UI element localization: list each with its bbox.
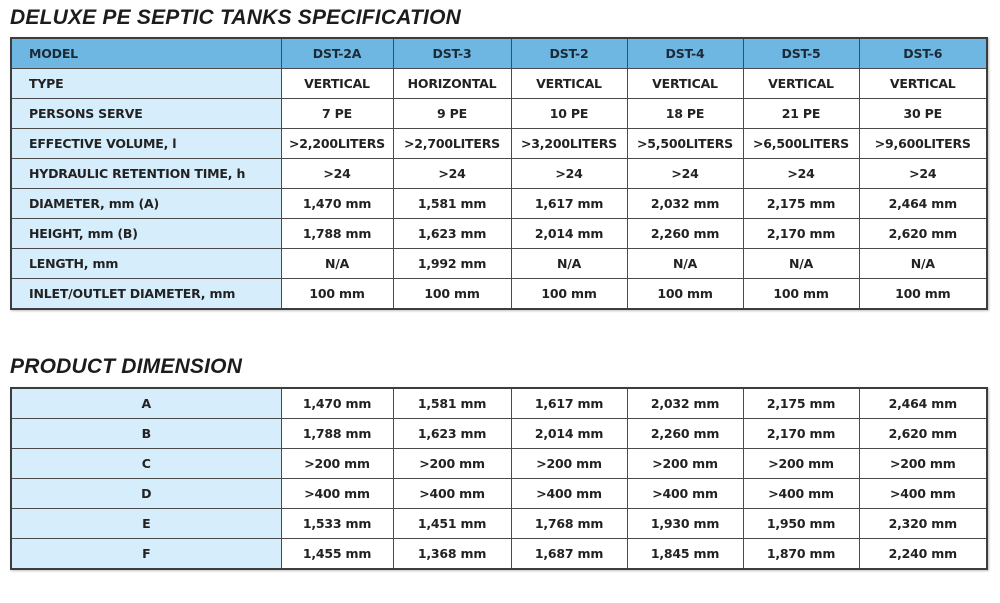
row-value: >9,600LITERS (859, 129, 987, 159)
row-value: 9 PE (393, 99, 511, 129)
specification-table (10, 37, 988, 310)
table-row (11, 219, 987, 249)
row-value: >3,200LITERS (511, 129, 627, 159)
row-value: 2,175 mm (743, 189, 859, 219)
table-row (11, 539, 987, 570)
model-header: DST-4 (627, 38, 743, 69)
dimension-value: >200 mm (859, 449, 987, 479)
dimension-value: 1,451 mm (393, 509, 511, 539)
dimension-title: PRODUCT DIMENSION (10, 355, 243, 378)
table-row (11, 189, 987, 219)
dimension-value: 1,930 mm (627, 509, 743, 539)
dimension-value: 1,768 mm (511, 509, 627, 539)
dimension-value: >400 mm (627, 479, 743, 509)
row-value: 1,617 mm (511, 189, 627, 219)
dimension-value: 1,687 mm (511, 539, 627, 570)
model-header: DST-5 (743, 38, 859, 69)
row-value: VERTICAL (859, 69, 987, 99)
row-label: INLET/OUTLET DIAMETER, mm (11, 279, 281, 310)
dimension-label: C (11, 449, 281, 479)
dimension-value: 2,620 mm (859, 419, 987, 449)
dimension-value: >400 mm (281, 479, 393, 509)
row-value: 1,992 mm (393, 249, 511, 279)
row-value: VERTICAL (627, 69, 743, 99)
table-row (11, 279, 987, 310)
dimension-value: 1,623 mm (393, 419, 511, 449)
dimension-value: >400 mm (393, 479, 511, 509)
table-row (11, 449, 987, 479)
row-value: 1,623 mm (393, 219, 511, 249)
row-value: N/A (743, 249, 859, 279)
row-label: HEIGHT, mm (B) (11, 219, 281, 249)
row-value: 2,260 mm (627, 219, 743, 249)
row-value: 100 mm (627, 279, 743, 310)
row-value: >24 (511, 159, 627, 189)
row-value: VERTICAL (511, 69, 627, 99)
row-value: 2,170 mm (743, 219, 859, 249)
dimension-value: 1,470 mm (281, 388, 393, 419)
row-value: HORIZONTAL (393, 69, 511, 99)
table-row (11, 388, 987, 419)
dimension-value: 2,240 mm (859, 539, 987, 570)
dimension-value: 2,464 mm (859, 388, 987, 419)
row-value: 30 PE (859, 99, 987, 129)
row-value: 7 PE (281, 99, 393, 129)
dimension-value: >200 mm (281, 449, 393, 479)
table-row (11, 419, 987, 449)
header-label: MODEL (11, 38, 281, 69)
dimension-value: 1,617 mm (511, 388, 627, 419)
row-value: >6,500LITERS (743, 129, 859, 159)
row-value: >24 (393, 159, 511, 189)
dimension-value: 2,170 mm (743, 419, 859, 449)
row-value: N/A (627, 249, 743, 279)
dimension-value: 1,870 mm (743, 539, 859, 570)
row-value: VERTICAL (743, 69, 859, 99)
row-value: 1,788 mm (281, 219, 393, 249)
table-row (11, 509, 987, 539)
product-dimension-table (10, 387, 988, 570)
row-value: 100 mm (743, 279, 859, 310)
dimension-value: >200 mm (627, 449, 743, 479)
row-value: >2,700LITERS (393, 129, 511, 159)
model-header: DST-6 (859, 38, 987, 69)
dimension-label: F (11, 539, 281, 570)
table-row (11, 129, 987, 159)
row-value: >5,500LITERS (627, 129, 743, 159)
row-value: 2,620 mm (859, 219, 987, 249)
dimension-label: B (11, 419, 281, 449)
row-value: >24 (627, 159, 743, 189)
row-value: 18 PE (627, 99, 743, 129)
dimension-value: 1,845 mm (627, 539, 743, 570)
dimension-value: 1,533 mm (281, 509, 393, 539)
row-label: EFFECTIVE VOLUME, l (11, 129, 281, 159)
spec-title: DELUXE PE SEPTIC TANKS SPECIFICATION (10, 6, 461, 29)
dimension-label: E (11, 509, 281, 539)
row-value: 100 mm (393, 279, 511, 310)
row-label: LENGTH, mm (11, 249, 281, 279)
row-value: N/A (511, 249, 627, 279)
row-value: 100 mm (859, 279, 987, 310)
row-value: N/A (281, 249, 393, 279)
row-value: 2,464 mm (859, 189, 987, 219)
header-row (11, 38, 987, 69)
model-header: DST-3 (393, 38, 511, 69)
dimension-label: D (11, 479, 281, 509)
row-value: 1,470 mm (281, 189, 393, 219)
row-value: 1,581 mm (393, 189, 511, 219)
dimension-value: 2,175 mm (743, 388, 859, 419)
model-header: DST-2A (281, 38, 393, 69)
table-row (11, 159, 987, 189)
dimension-value: 1,455 mm (281, 539, 393, 570)
row-label: HYDRAULIC RETENTION TIME, h (11, 159, 281, 189)
dimension-value: 2,320 mm (859, 509, 987, 539)
dimension-label: A (11, 388, 281, 419)
table-row (11, 99, 987, 129)
row-value: 100 mm (511, 279, 627, 310)
row-label: DIAMETER, mm (A) (11, 189, 281, 219)
row-value: N/A (859, 249, 987, 279)
dimension-value: >200 mm (393, 449, 511, 479)
dimension-value: >400 mm (511, 479, 627, 509)
row-value: >24 (281, 159, 393, 189)
dimension-value: 2,032 mm (627, 388, 743, 419)
row-label: TYPE (11, 69, 281, 99)
row-value: 21 PE (743, 99, 859, 129)
row-value: 10 PE (511, 99, 627, 129)
row-value: >2,200LITERS (281, 129, 393, 159)
dimension-value: >200 mm (743, 449, 859, 479)
row-value: >24 (743, 159, 859, 189)
row-value: 2,014 mm (511, 219, 627, 249)
row-label: PERSONS SERVE (11, 99, 281, 129)
dimension-value: >400 mm (859, 479, 987, 509)
dimension-value: 2,260 mm (627, 419, 743, 449)
model-header: DST-2 (511, 38, 627, 69)
dimension-value: 1,788 mm (281, 419, 393, 449)
dimension-value: 1,368 mm (393, 539, 511, 570)
row-value: >24 (859, 159, 987, 189)
table-row (11, 69, 987, 99)
table-row (11, 249, 987, 279)
row-value: 100 mm (281, 279, 393, 310)
dimension-value: 1,581 mm (393, 388, 511, 419)
dimension-value: 1,950 mm (743, 509, 859, 539)
dimension-value: >400 mm (743, 479, 859, 509)
row-value: VERTICAL (281, 69, 393, 99)
dimension-value: >200 mm (511, 449, 627, 479)
table-row (11, 479, 987, 509)
row-value: 2,032 mm (627, 189, 743, 219)
dimension-value: 2,014 mm (511, 419, 627, 449)
